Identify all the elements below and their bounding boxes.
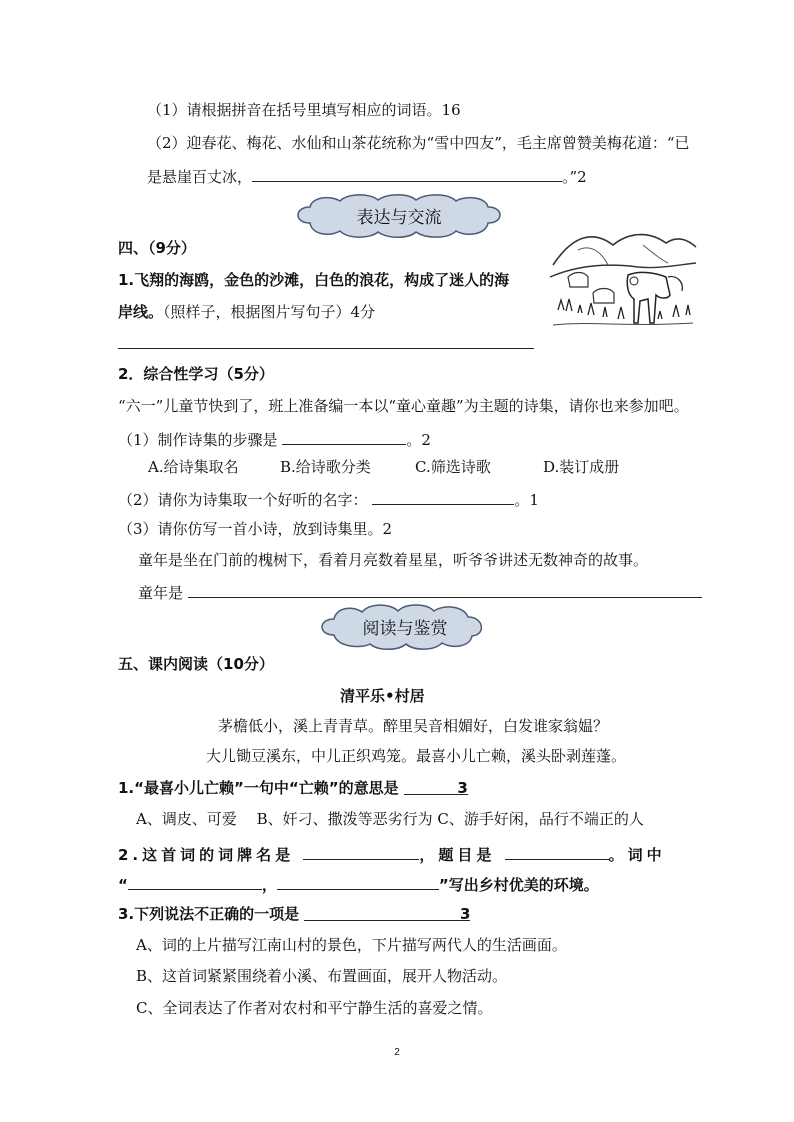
page-number: 2 xyxy=(394,1047,400,1058)
step-option-d: D.装订成册 xyxy=(543,458,620,476)
banner-reading-appreciation: 阅读与鉴赏 xyxy=(362,619,448,639)
option-c: C、全词表达了作者对农村和平宁静生活的喜爱之情。 xyxy=(136,999,493,1017)
section-4-heading: 四、（9分） xyxy=(118,239,196,257)
bold-text: 岸线。 xyxy=(118,303,164,321)
line-blank-2[interactable] xyxy=(277,873,439,890)
score-label: 3 xyxy=(457,779,468,797)
instruction-text: （照样子，根据图片写句子）4分 xyxy=(163,303,376,321)
line-blank-1[interactable] xyxy=(128,873,262,890)
title-blank[interactable] xyxy=(505,843,609,860)
option-b: B、这首词紧紧围绕着小溪、布置画面，展开人物活动。 xyxy=(136,967,508,985)
question-steps xyxy=(118,428,431,450)
question-text: 3.下列说法不正确的一项是 xyxy=(118,905,300,923)
option-a: A、词的上片描写江南山村的景色，下片描写两代人的生活画面。 xyxy=(136,936,567,954)
question-photo-sentence: 1.飞翔的海鸥，金色的沙滩，白色的浪花，构成了迷人的海 xyxy=(118,271,510,289)
question-text: 1.“最喜小儿亡赖”一句中“亡赖”的意思是 xyxy=(118,779,399,797)
question-text: ”写出乡村优美的环境。 xyxy=(438,876,599,894)
question-snow-friends: （2）迎春花、梅花、水仙和山茶花统称为“雪中四友”，毛主席曾赞美梅花道：“已 xyxy=(147,134,690,152)
landscape-cow-illustration xyxy=(548,215,698,337)
cipai-blank[interactable] xyxy=(303,843,419,860)
question-text: （1）制作诗集的步骤是 xyxy=(118,431,278,449)
children-day-intro: “六一”儿童节快到了，班上准备编一本以“童心童趣”为主题的诗集，请你也来参加吧。 xyxy=(118,397,689,415)
answer-blank[interactable] xyxy=(404,778,468,795)
question-write-poem: （3）请你仿写一首小诗，放到诗集里。2 xyxy=(118,520,393,538)
question-fill-pinyin: （1）请根据拼音在括号里填写相应的词语。16 xyxy=(147,101,461,119)
question-wanglai-options: A、调皮、可爱 B、奸刁、撒泼等恶劣行为 C、游手好闲，品行不端正的人 xyxy=(136,810,644,828)
poem-title: 清平乐•村居 xyxy=(340,687,425,705)
answer-blank[interactable] xyxy=(252,165,562,182)
comma: ， xyxy=(261,876,277,894)
question-text: 童年是 xyxy=(138,584,184,602)
answer-blank[interactable] xyxy=(188,581,702,598)
question-text: （2）请你为诗集取一个好听的名字： xyxy=(118,491,368,509)
question-name-collection xyxy=(118,488,539,510)
question-comprehensive-study: 2．综合性学习（5分） xyxy=(118,365,274,383)
poem-prefix: 是悬崖百丈冰， xyxy=(147,168,253,186)
score-label: 3 xyxy=(459,905,471,923)
section-5-heading: 五、课内阅读（10分） xyxy=(118,655,274,673)
question-photo-sentence-line2 xyxy=(118,302,375,322)
answer-blank[interactable] xyxy=(372,488,514,505)
answer-blank[interactable] xyxy=(304,904,470,921)
question-incorrect-statement xyxy=(118,904,470,924)
step-option-a: A.给诗集取名 xyxy=(148,458,239,476)
banner-expression-exchange: 表达与交流 xyxy=(356,208,442,228)
step-option-b: B.给诗歌分类 xyxy=(280,458,371,476)
question-text: 2.这首词的词牌名是 xyxy=(118,846,295,864)
poem-line-1: 茅檐低小，溪上青青草。醉里吴音相媚好，白发谁家翁媪？ xyxy=(218,717,609,735)
poem-fill-line xyxy=(138,581,702,603)
score-label: 。”2 xyxy=(562,168,587,186)
answer-line[interactable] xyxy=(118,348,534,349)
open-quote: “ xyxy=(118,876,128,894)
answer-blank[interactable] xyxy=(282,428,406,445)
poem-line-2: 大儿锄豆溪东，中儿正织鸡笼。最喜小儿亡赖，溪头卧剥莲蓬。 xyxy=(206,747,627,765)
question-text: ，题目是 xyxy=(419,846,496,864)
score-label: 。1 xyxy=(514,491,539,509)
question-snow-friends-line2 xyxy=(147,165,587,187)
step-option-c: C.筛选诗歌 xyxy=(415,458,491,476)
question-wanglai-meaning xyxy=(118,778,468,798)
question-cipai-title xyxy=(118,843,666,865)
poem-example: 童年是坐在门前的槐树下，看着月亮数着星星，听爷爷讲述无数神奇的故事。 xyxy=(138,551,649,569)
question-environment-lines xyxy=(118,873,599,895)
score-label: 。2 xyxy=(406,431,431,449)
question-text: 。词中 xyxy=(608,846,666,864)
